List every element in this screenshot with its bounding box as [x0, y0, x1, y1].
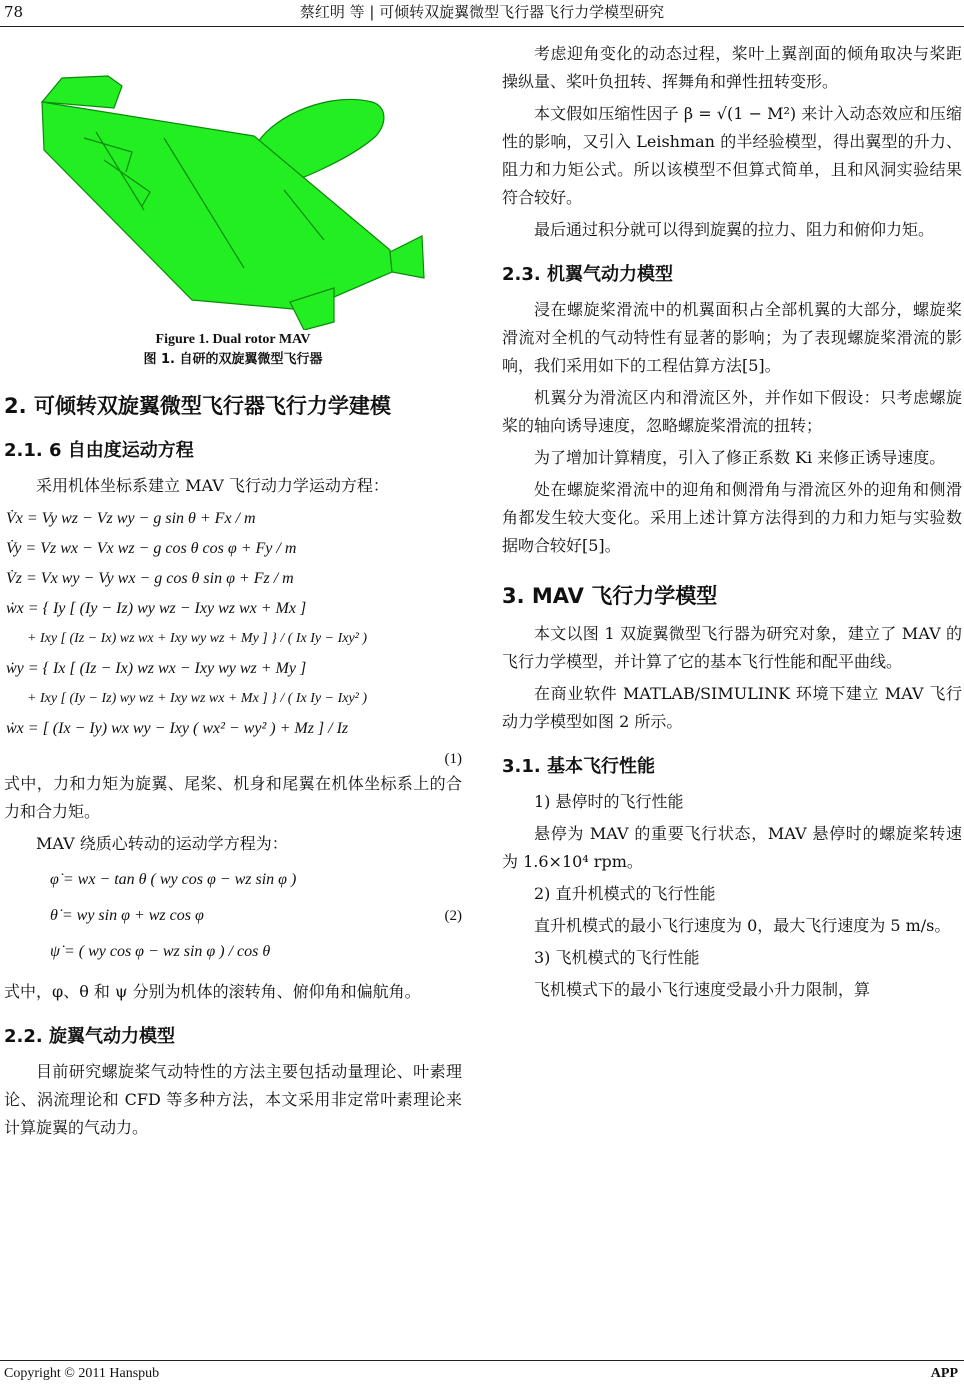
footer-rule — [0, 1360, 964, 1361]
eq1-line: V̇x = Vy wz − Vz wy − g sin θ + Fx / m — [6, 510, 256, 527]
section-2-2-para-3: 本文假如压缩性因子 β = √(1 − M²) 来计入动态效应和压缩性的影响，又引入 Leishman 的半经验模型，得出翼型的升力、阻力和力矩公式。所以该模型不但算式简单，且和风洞实验结果符合较好。 — [502, 104, 962, 207]
list-item-1-text: 悬停为 MAV 的重要飞行状态，MAV 悬停时的螺旋桨转速为 1.6×10⁴ rpm。 — [502, 824, 962, 871]
left-column — [4, 34, 462, 1146]
section-2-2-heading: 2.2. 旋翼气动力模型 — [4, 1026, 175, 1047]
eq2-number: (2) — [444, 908, 462, 924]
list-item-1-title: 1) 悬停时的飞行性能 — [534, 792, 684, 811]
equation-1 — [4, 504, 462, 770]
section-2-2-para-4: 最后通过积分就可以得到旋翼的拉力、阻力和俯仰力矩。 — [534, 220, 935, 239]
right-column — [502, 40, 962, 1008]
eq2-line: ψ̇ = ( wy cos φ − wz sin φ ) / cos θ — [50, 943, 271, 960]
figure-1 — [4, 40, 462, 330]
copyright: Copyright © 2011 Hanspub — [4, 1366, 160, 1381]
eq2-line: θ̇ = wy sin φ + wz cos φ — [50, 907, 204, 924]
list-item-2-title: 2) 直升机模式的飞行性能 — [534, 884, 716, 903]
figure-caption-en: Figure 1. Dual rotor MAV — [155, 332, 311, 347]
after-eq1-text: 式中，力和力矩为旋翼、尾桨、机身和尾翼在机体坐标系上的合力和合力矩。 — [4, 774, 462, 821]
section-2-1-intro: 采用机体坐标系建立 MAV 飞行动力学运动方程： — [36, 476, 389, 495]
page-header — [0, 0, 964, 26]
equation-2 — [4, 862, 462, 970]
eq1-number: (1) — [444, 751, 462, 767]
section-2-heading: 2. 可倾转双旋翼微型飞行器飞行力学建模 — [4, 394, 391, 418]
rotation-intro: MAV 绕质心转动的运动学方程为： — [36, 834, 288, 853]
figure-caption-cn: 图 1. 自研的双旋翼微型飞行器 — [143, 352, 323, 367]
running-title: 蔡红明 等 | 可倾转双旋翼微型飞行器飞行力学模型研究 — [299, 3, 665, 21]
eq1-line: V̇y = Vz wx − Vx wz − g cos θ cos φ + Fy / m — [6, 540, 297, 557]
eq1-line: V̇z = Vx wy − Vy wx − g cos θ sin φ + Fz / m — [6, 570, 294, 587]
section-3-heading: 3. MAV 飞行力学模型 — [502, 584, 718, 608]
section-2-2-para-2: 考虑迎角变化的动态过程，桨叶上翼剖面的倾角取决与桨距操纵量、桨叶负扭转、挥舞角和弹性扭转变形。 — [502, 44, 962, 91]
list-item-3-text: 飞机模式下的最小飞行速度受最小升力限制，算 — [534, 980, 871, 999]
section-2-2-para-1: 目前研究螺旋桨气动特性的方法主要包括动量理论、叶素理论、涡流理论和 CFD 等多种方法，本文采用非定常叶素理论来计算旋翼的气动力。 — [4, 1062, 462, 1137]
eq2-line: φ̇ = wx − tan θ ( wy cos φ − wz sin φ ) — [50, 871, 297, 888]
section-2-1-heading: 2.1. 6 自由度运动方程 — [4, 440, 194, 461]
section-2-3-para-2: 机翼分为滑流区内和滑流区外，并作如下假设：只考虑螺旋桨的轴向诱导速度，忽略螺旋桨滑流的扭转； — [502, 388, 962, 435]
section-2-3-para-3: 为了增加计算精度，引入了修正系数 Ki 来修正诱导速度。 — [534, 448, 946, 467]
eq1-line: ẇx = { Iy [ (Iy − Iz) wy wz − Ixy wz wx + Mx ] — [6, 600, 307, 617]
section-3-para-2: 在商业软件 MATLAB/SIMULINK 环境下建立 MAV 飞行动力学模型如图 2 所示。 — [502, 684, 962, 731]
eq1-line: ẇy = { Ix [ (Iz − Ix) wz wx − Ixy wy wz + My ] — [6, 660, 307, 677]
section-2-3-heading: 2.3. 机翼气动力模型 — [502, 264, 673, 285]
section-2-3-para-4: 处在螺旋桨滑流中的迎角和侧滑角与滑流区外的迎角和侧滑角都发生较大变化。采用上述计算方法得到的力和力矩与实验数据吻合较好[5]。 — [502, 480, 962, 555]
section-3-para-1: 本文以图 1 双旋翼微型飞行器为研究对象，建立了 MAV 的飞行力学模型，并计算了它的基本飞行性能和配平曲线。 — [502, 624, 962, 671]
eq1-line: + Ixy [ (Iz − Ix) wz wx + Ixy wy wz + My ] } / ( Ix Iy − Ixy² ) — [6, 631, 368, 646]
eq1-line: + Ixy [ (Iy − Iz) wy wz + Ixy wz wx + Mx ] } / ( Ix Iy − Ixy² ) — [6, 691, 368, 706]
after-eq2-text: 式中，φ、θ 和 ψ 分别为机体的滚转角、俯仰角和偏航角。 — [4, 982, 421, 1001]
list-item-3-title: 3) 飞机模式的飞行性能 — [534, 948, 700, 967]
section-3-1-heading: 3.1. 基本飞行性能 — [502, 756, 655, 777]
eq1-line: ẇx = [ (Ix − Iy) wx wy − Ixy ( wx² − wy² ) + Mz ] / Iz — [6, 720, 349, 737]
section-2-3-para-1: 浸在螺旋桨滑流中的机翼面积占全部机翼的大部分，螺旋桨滑流对全机的气动特性有显著的影响；为了表现螺旋桨滑流的影响，我们采用如下的工程估算方法[5]。 — [502, 300, 962, 375]
journal-name: APP — [930, 1366, 958, 1381]
mav-render-image — [4, 40, 462, 330]
list-item-2-text: 直升机模式的最小飞行速度为 0，最大飞行速度为 5 m/s。 — [534, 916, 951, 935]
page-number: 78 — [4, 3, 24, 21]
header-rule — [0, 26, 964, 27]
